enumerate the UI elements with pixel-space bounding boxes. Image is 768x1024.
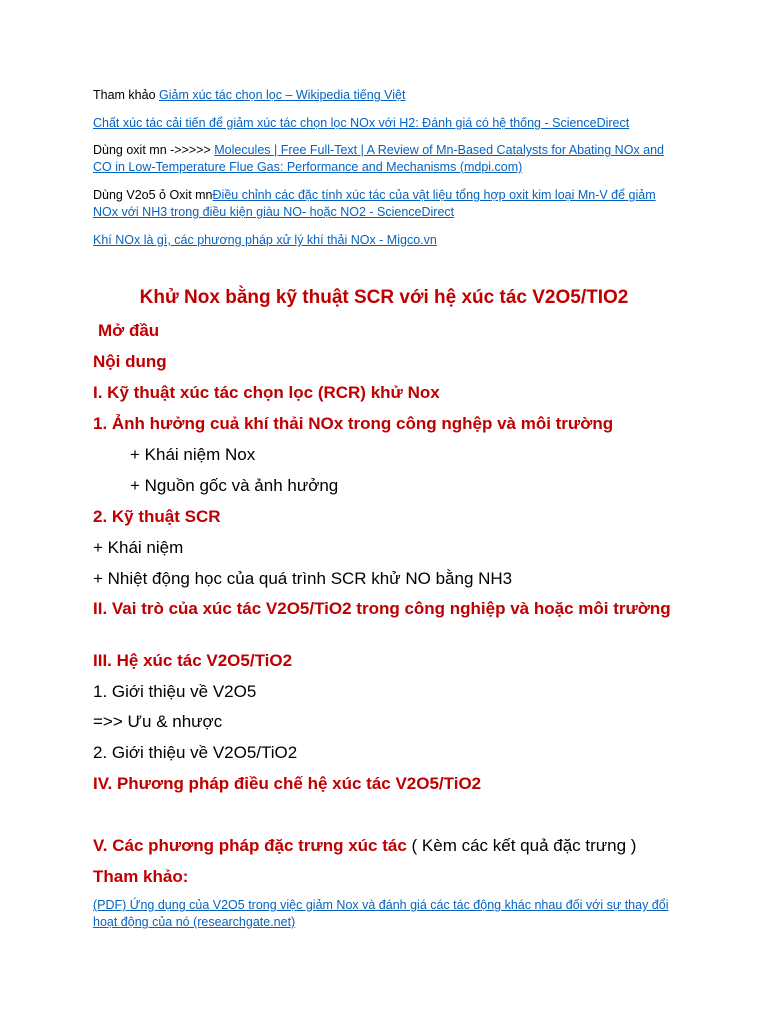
item-v2o5-tio2-intro: 2. Giới thiệu về V2O5/TiO2 [93, 743, 298, 762]
heading-intro: Mở đầu [98, 321, 160, 340]
heading-section-5: V. Các phương pháp đặc trưng xúc tác [93, 836, 407, 855]
item-v2o5-intro: 1. Giới thiệu về V2O5 [93, 682, 257, 701]
heading-section-2: II. Vai trò của xúc tác V2O5/TiO2 trong công nghiệp và hoặc môi trường [93, 599, 671, 618]
reference-line-4 [93, 187, 683, 221]
heading-content: Nội dung [93, 352, 167, 371]
section-5-note: ( Kèm các kết quả đặc trưng ) [406, 836, 637, 855]
heading-section-4: IV. Phương pháp điều chế hệ xúc tác V2O5/TiO2 [93, 774, 482, 793]
reference-link-sciencedirect-mnv[interactable]: Điều chỉnh các đặc tính xúc tác của vật liệu tổng hợp oxit kim loại Mn-V để giảm NOx với NH3 trong điều kiện giàu NO- hoặc NO2 - ScienceDirect [93, 188, 656, 219]
heading-section-1: I. Kỹ thuật xúc tác chọn lọc (RCR) khử Nox [93, 383, 440, 402]
reference-link-migco[interactable]: Khí NOx là gì, các phương pháp xử lý khí thải NOx - Migco.vn [93, 233, 437, 247]
reference-prefix: Dùng V2o5 ỏ Oxit mn [93, 188, 213, 202]
reference-link-sciencedirect-h2[interactable]: Chất xúc tác cải tiến để giảm xúc tác chọn lọc NOx với H2: Đánh giá có hệ thống - ScienceDirect [93, 116, 630, 130]
reference-prefix: Tham khảo [93, 88, 160, 102]
item-origin-impact: + Nguồn gốc và ảnh hưởng [130, 476, 339, 495]
reference-link-researchgate[interactable]: (PDF) Ứng dụng của V2O5 trong việc giảm Nox và đánh giá các tác động khác nhau đối với sự thay đổi hoạt động của nó (researchgate.net) [93, 898, 669, 929]
heading-section-3: III. Hệ xúc tác V2O5/TiO2 [93, 651, 293, 670]
heading-references: Tham khảo: [93, 867, 189, 886]
item-pros-cons: =>> Ưu & nhược [93, 712, 223, 731]
reference-line-3 [93, 142, 683, 176]
document-title: Khử Nox bằng kỹ thuật SCR với hệ xúc tác V2O5/TIO2 [139, 287, 629, 308]
reference-line-1 [93, 87, 683, 104]
item-nox-concept: + Khái niệm Nox [130, 445, 256, 464]
heading-section-1-2: 2. Kỹ thuật SCR [93, 507, 221, 526]
heading-section-5-line [93, 835, 636, 856]
reference-line-researchgate [93, 897, 673, 931]
item-scr-concept: + Khái niệm [93, 538, 184, 557]
reference-line-2 [93, 115, 683, 132]
reference-line-5 [93, 232, 683, 249]
reference-prefix: Dùng oxit mn ->>>>> [93, 143, 215, 157]
heading-section-1-1: 1. Ảnh hưởng cuả khí thải NOx trong công nghệp và môi trường [93, 414, 614, 433]
item-scr-thermodynamics: + Nhiệt động học của quá trình SCR khử NO bằng NH3 [93, 569, 513, 588]
reference-link-wikipedia[interactable]: Giảm xúc tác chọn lọc – Wikipedia tiếng Việt [159, 88, 406, 102]
reference-link-mdpi[interactable]: Molecules | Free Full-Text | A Review of Mn-Based Catalysts for Abating NOx and CO in Low-Temperature Flue Gas: Performance and Mechanisms (mdpi.com) [93, 143, 665, 174]
